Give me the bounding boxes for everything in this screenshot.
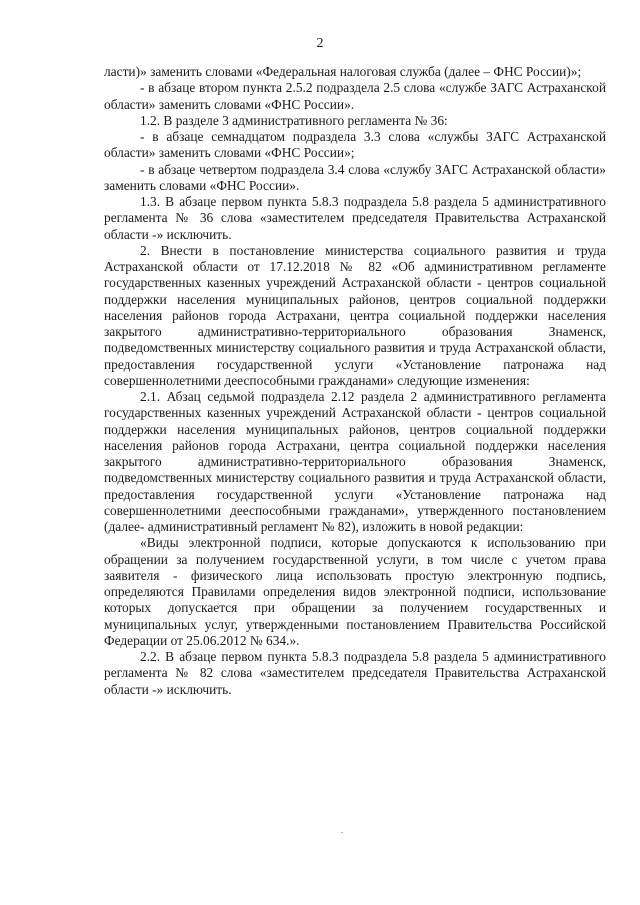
paragraph-2-1: 2.1. Абзац седьмой подраздела 2.12 раздела 2 административного регламента государственных казенных учреждений Астраханской области - центров социальной поддержки населения муниципальных районов, центров социальной поддержки населения районов города Астрахани, центра социальной поддержки населения закрытого административно-территориального образования Знаменск, подведомственных министерству социального развития и труда Астраханской области, предоставления государственной услуги «Установление патронажа над совершеннолетними дееспособными гражданами», утвержденного постановлением (далее- административный регламент № 82), изложить в новой редакции: xyxy=(104,389,606,534)
paragraph-2-2: 2.2. В абзаце первом пункта 5.8.3 подраздела 5.8 раздела 5 административного регламента № 82 слова «заместителем председателя Правительства Астраханской области -» исключить. xyxy=(104,649,606,697)
paragraph-clause-3-3: - в абзаце семнадцатом подраздела 3.3 слова «службы ЗАГС Астраханской области» заменить словами «ФНС России»; xyxy=(104,129,606,161)
paragraph-1-2-heading: 1.2. В разделе 3 административного регламента № 36: xyxy=(140,112,448,128)
paragraph-2: 2. Внести в постановление министерства социального развития и труда Астраханской области от 17.12.2018 № 82 «Об административном регламенте государственных казенных учреждений Астраханской области - центров социальной поддержки населения муниципальных районов, центров социальной поддержки населения районов города Астрахани, центра социальной поддержки населения закрытого административно-территориального образования Знаменск, подведомственных министерству социального развития и труда Астраханской области, предоставления государственной услуги «Установление патронажа над совершеннолетними дееспособными гражданами» следующие изменения: xyxy=(104,242,606,388)
document-body xyxy=(104,64,606,698)
paragraph-clause-2-5-2: - в абзаце втором пункта 2.5.2 подраздела 2.5 слова «службе ЗАГС Астраханской области» заменить словами «ФНС России». xyxy=(104,80,606,112)
paragraph-clause-3-4: - в абзаце четвертом подраздела 3.4 слова «службу ЗАГС Астраханской области» заменить словами «ФНС России». xyxy=(104,161,606,193)
paragraph-continuation: ласти)» заменить словами «Федеральная налоговая служба (далее – ФНС России)»; xyxy=(104,64,582,79)
page-number: 2 xyxy=(316,36,324,51)
paragraph-1-3: 1.3. В абзаце первом пункта 5.8.3 подраздела 5.8 раздела 5 административного регламента № 36 слова «заместителем председателя Правительства Астраханской области -» исключить. xyxy=(104,194,606,242)
scan-speck xyxy=(341,832,343,833)
paragraph-quoted-new-text: «Виды электронной подписи, которые допускаются к использованию при обращении за получением государственной услуги, в том числе с учетом права заявителя - физического лица использовать простую электронную подпись, определяются Правилами определения видов электронной подписи, использование которых допускается при обращении за получением государственных и муниципальных услуг, утвержденными постановлением Правительства Российской Федерации от 25.06.2012 № 634.». xyxy=(104,535,606,648)
